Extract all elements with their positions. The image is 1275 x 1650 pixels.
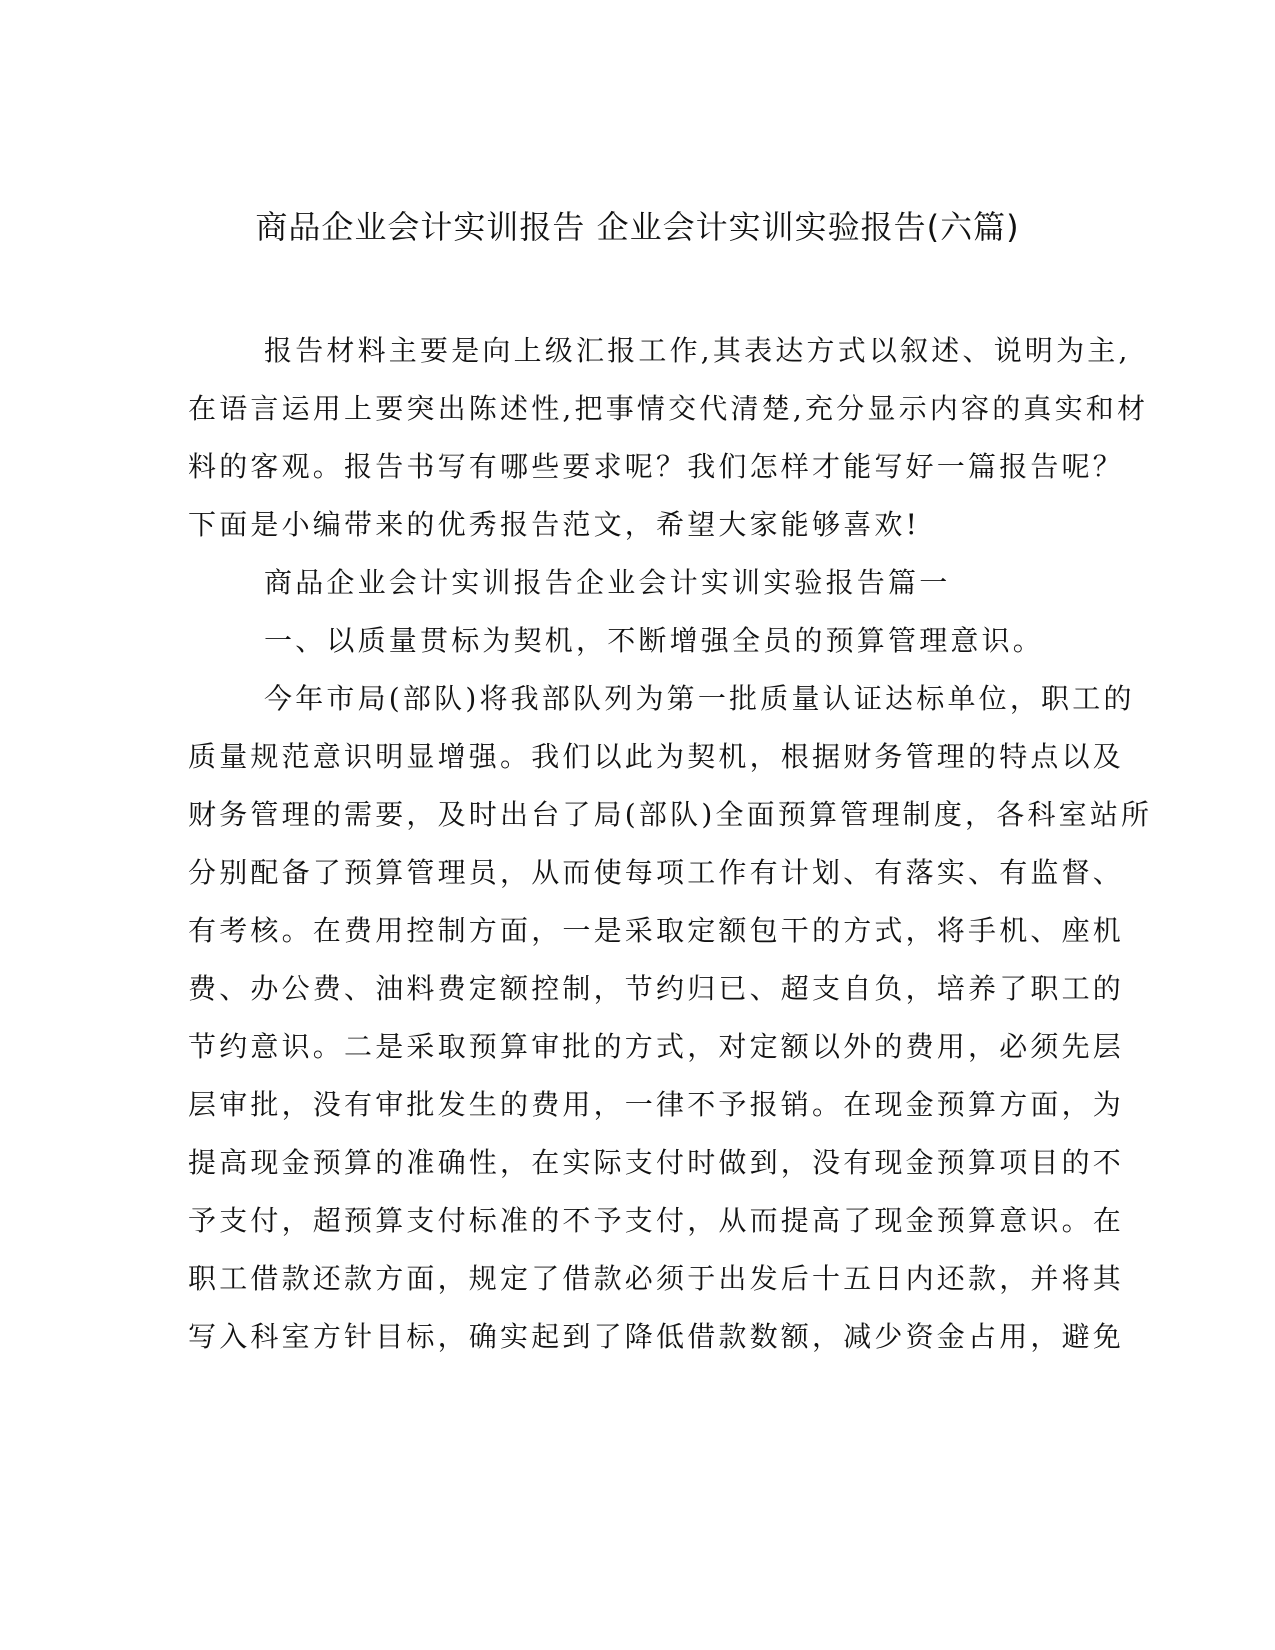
paragraph-line: 有考核。在费用控制方面，一是采取定额包干的方式，将手机、座机	[188, 914, 1125, 947]
paragraph-line: 写入科室方针目标，确实起到了降低借款数额，减少资金占用，避免	[188, 1320, 1125, 1353]
paragraph-line: 料的客观。报告书写有哪些要求呢？我们怎样才能写好一篇报告呢？	[188, 450, 1125, 483]
paragraph-line: 提高现金预算的准确性，在实际支付时做到，没有现金预算项目的不	[188, 1146, 1125, 1179]
section-heading: 商品企业会计实训报告企业会计实训实验报告篇一	[264, 566, 951, 599]
document-title: 商品企业会计实训报告 企业会计实训实验报告(六篇)	[255, 208, 1020, 246]
paragraph-line: 质量规范意识明显增强。我们以此为契机，根据财务管理的特点以及	[188, 740, 1125, 773]
paragraph-line: 职工借款还款方面，规定了借款必须于出发后十五日内还款，并将其	[188, 1262, 1125, 1295]
paragraph-line: 分别配备了预算管理员，从而使每项工作有计划、有落实、有监督、	[188, 856, 1125, 889]
paragraph-line: 予支付，超预算支付标准的不予支付，从而提高了现金预算意识。在	[188, 1204, 1125, 1237]
paragraph-line: 财务管理的需要，及时出台了局(部队)全面预算管理制度，各科室站所	[188, 798, 1153, 831]
subsection-heading: 一、以质量贯标为契机，不断增强全员的预算管理意识。	[264, 624, 1045, 657]
paragraph-line: 节约意识。二是采取预算审批的方式，对定额以外的费用，必须先层	[188, 1030, 1125, 1063]
paragraph-line: 费、办公费、油料费定额控制，节约归已、超支自负，培养了职工的	[188, 972, 1125, 1005]
paragraph-line: 报告材料主要是向上级汇报工作,其表达方式以叙述、说明为主,	[264, 334, 1131, 367]
paragraph-line: 下面是小编带来的优秀报告范文，希望大家能够喜欢!	[188, 508, 921, 541]
paragraph-line: 在语言运用上要突出陈述性,把事情交代清楚,充分显示内容的真实和材	[188, 392, 1149, 425]
paragraph-line: 今年市局(部队)将我部队列为第一批质量认证达标单位，职工的	[264, 682, 1135, 715]
paragraph-line: 层审批，没有审批发生的费用，一律不予报销。在现金预算方面，为	[188, 1088, 1125, 1121]
